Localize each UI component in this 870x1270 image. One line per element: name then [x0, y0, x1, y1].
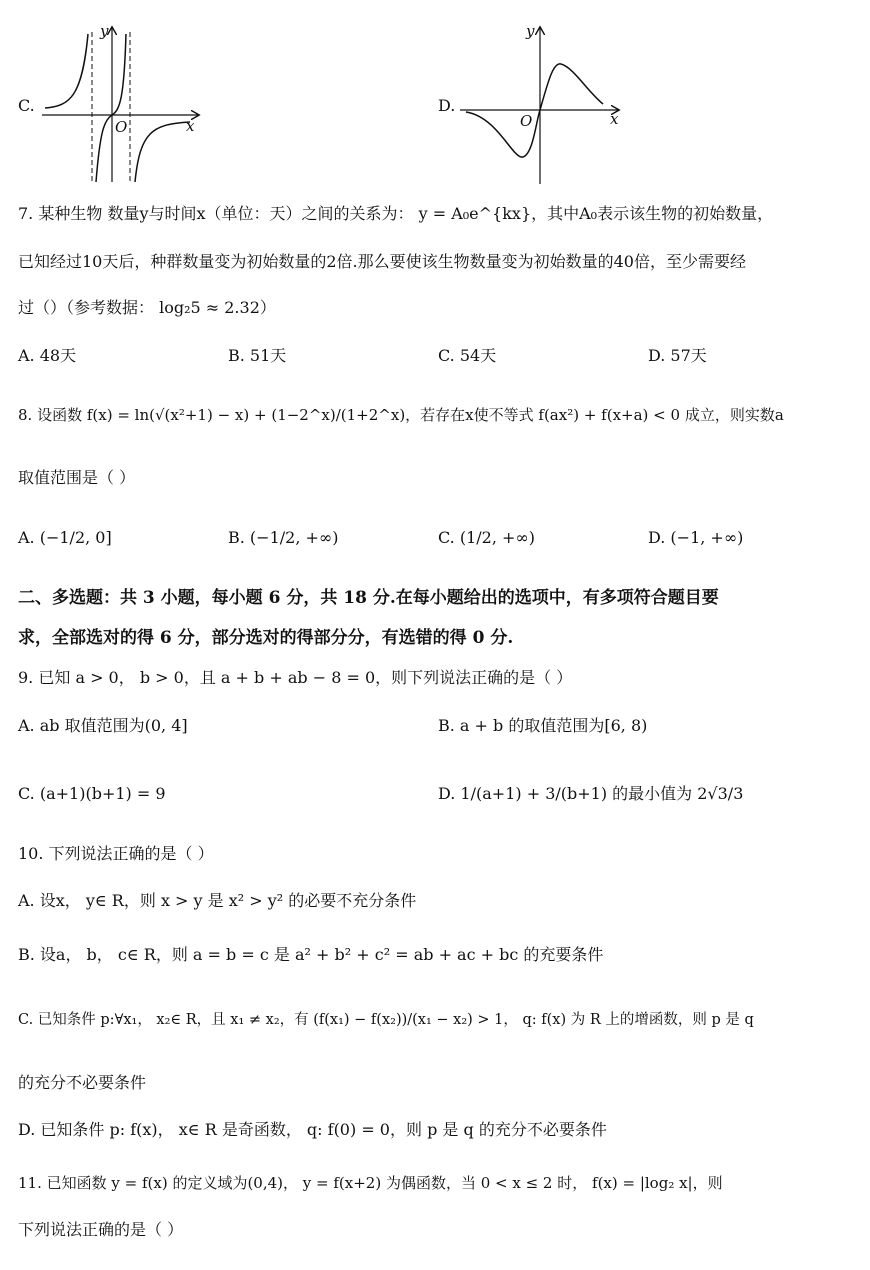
- q9-stem: 9. 已知 a > 0， b > 0，且 a + b + ab − 8 = 0，则下列说法正确的是（ ）: [18, 668, 573, 687]
- q8-line-1: 8. 设函数 f(x) = ln(√(x²+1) − x) + (1−2^x)/(1+2^x)，若存在x使不等式 f(ax²) + f(x+a) < 0 成立，则实数a: [18, 406, 784, 424]
- q7-option-b: B. 51天: [228, 346, 287, 365]
- q10-option-c-line-2: 的充分不必要条件: [18, 1073, 147, 1092]
- q8-option-c: C. (1/2, +∞): [438, 528, 535, 547]
- q9-option-d: D. 1/(a+1) + 3/(b+1) 的最小值为 2√3/3: [438, 784, 744, 803]
- q10-option-d: D. 已知条件 p: f(x)， x∈ R 是奇函数， q: f(0) = 0，则 p 是 q 的充分不必要条件: [18, 1120, 607, 1139]
- curve-middle: [96, 34, 126, 182]
- section-2-heading-line-2: 求，全部选对的得 6 分，部分选对的得部分分，有选错的得 0 分.: [18, 628, 514, 648]
- q11-line-2: 下列说法正确的是（ ）: [18, 1220, 184, 1239]
- q10-option-c-line-1: C. 已知条件 p:∀x₁， x₂∈ R，且 x₁ ≠ x₂，有 (f(x₁) − f(x₂))/(x₁ − x₂) > 1， q: f(x) 为 R 上的增函数，则 p 是 q: [18, 1012, 754, 1028]
- graph-d: [458, 22, 628, 187]
- q10-stem: 10. 下列说法正确的是（ ）: [18, 844, 214, 863]
- q7-option-d: D. 57天: [648, 346, 707, 365]
- section-2-heading-line-1: 二、多选题：共 3 小题，每小题 6 分，共 18 分.在每小题给出的选项中，有多项符合题目要: [18, 588, 719, 608]
- q11-line-1: 11. 已知函数 y = f(x) 的定义域为(0,4)， y = f(x+2) 为偶函数，当 0 < x ≤ 2 时， f(x) = |log₂ x|，则: [18, 1174, 723, 1192]
- graph-c-origin: O: [115, 118, 128, 136]
- graph-d-y-label: y: [526, 22, 535, 40]
- q10-option-b: B. 设a， b， c∈ R，则 a = b = c 是 a² + b² + c² = ab + ac + bc 的充要条件: [18, 945, 604, 964]
- q9-option-c: C. (a+1)(b+1) = 9: [18, 784, 166, 803]
- curve-left: [45, 34, 88, 108]
- q10-option-a: A. 设x， y∈ R，则 x > y 是 x² > y² 的必要不充分条件: [18, 891, 417, 910]
- q7-option-a: A. 48天: [18, 346, 77, 365]
- q8-option-a: A. (−1/2, 0]: [18, 528, 112, 547]
- graph-c-y-label: y: [100, 22, 109, 40]
- graph-c: [40, 22, 210, 187]
- q7-line-2: 已知经过10天后，种群数量变为初始数量的2倍.那么要使该生物数量变为初始数量的40倍，至少需要经: [18, 252, 746, 271]
- graph-c-label: C.: [18, 96, 35, 115]
- q8-option-d: D. (−1, +∞): [648, 528, 744, 547]
- q7-line-1: 7. 某种生物 数量y与时间x（单位：天）之间的关系为： y = A₀e^{kx}，其中A₀表示该生物的初始数量，: [18, 204, 774, 223]
- graph-d-label: D.: [438, 96, 456, 115]
- q9-option-b: B. a + b 的取值范围为[6, 8): [438, 716, 648, 735]
- q7-line-3: 过（）（参考数据： log₂5 ≈ 2.32）: [18, 298, 276, 317]
- q8-option-b: B. (−1/2, +∞): [228, 528, 339, 547]
- curve-right: [135, 122, 190, 182]
- graph-c-x-label: x: [186, 117, 195, 135]
- q7-option-c: C. 54天: [438, 346, 497, 365]
- q9-option-a: A. ab 取值范围为(0, 4]: [18, 716, 188, 735]
- q8-line-2: 取值范围是（ ）: [18, 468, 136, 487]
- graph-d-origin: O: [520, 112, 533, 130]
- graph-d-x-label: x: [610, 110, 619, 128]
